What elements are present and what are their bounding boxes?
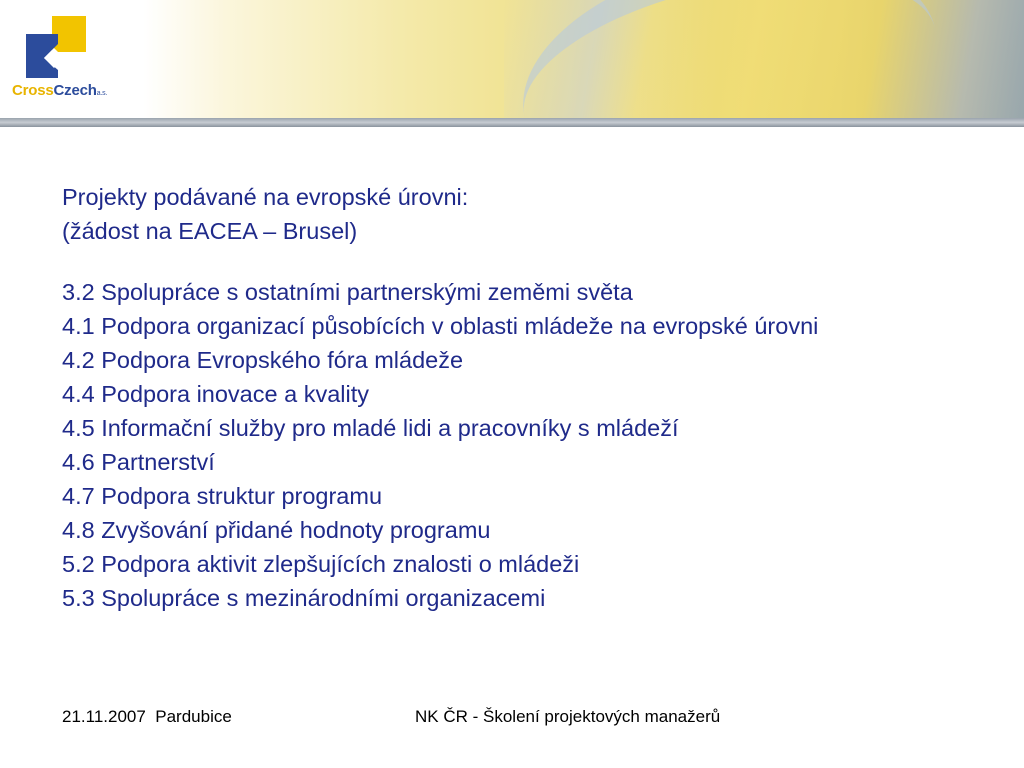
slide-subheading: (žádost na EACEA – Brusel) <box>62 218 358 244</box>
list-item: 4.4 Podpora inovace a kvality <box>62 381 369 407</box>
crossczech-logo-icon <box>0 0 128 80</box>
slide-content <box>62 180 962 620</box>
list-item: 4.1 Podpora organizací působících v oblasti mládeže na evropské úrovni <box>62 313 819 339</box>
list-item: 4.8 Zvyšování přidané hodnoty programu <box>62 517 491 543</box>
program-list <box>62 280 962 611</box>
slide-heading: Projekty podávané na evropské úrovni: <box>62 184 469 210</box>
logo-word-cross: Cross <box>12 82 54 99</box>
logo-wordmark <box>12 82 107 99</box>
spacer <box>62 248 962 282</box>
header-banner <box>0 0 1024 118</box>
logo-suffix: a.s. <box>96 90 108 97</box>
list-item: 4.2 Podpora Evropského fóra mládeže <box>62 347 464 373</box>
list-item: 5.2 Podpora aktivit zlepšujících znalosti o mládeži <box>62 551 580 577</box>
logo-word-czech: Czech <box>53 82 97 99</box>
footer-title: NK ČR - Školení projektových manažerů <box>415 707 721 726</box>
list-item: 5.3 Spolupráce s mezinárodními organizacemi <box>62 585 546 611</box>
header-divider <box>0 118 1024 127</box>
footer-date-place: 21.11.2007 Pardubice <box>62 707 232 726</box>
logo <box>0 0 128 118</box>
list-item: 3.2 Spolupráce s ostatními partnerskými zeměmi světa <box>62 279 633 305</box>
list-item: 4.6 Partnerství <box>62 449 215 475</box>
list-item: 4.5 Informační služby pro mladé lidi a pracovníky s mládeží <box>62 415 679 441</box>
list-item: 4.7 Podpora struktur programu <box>62 483 383 509</box>
